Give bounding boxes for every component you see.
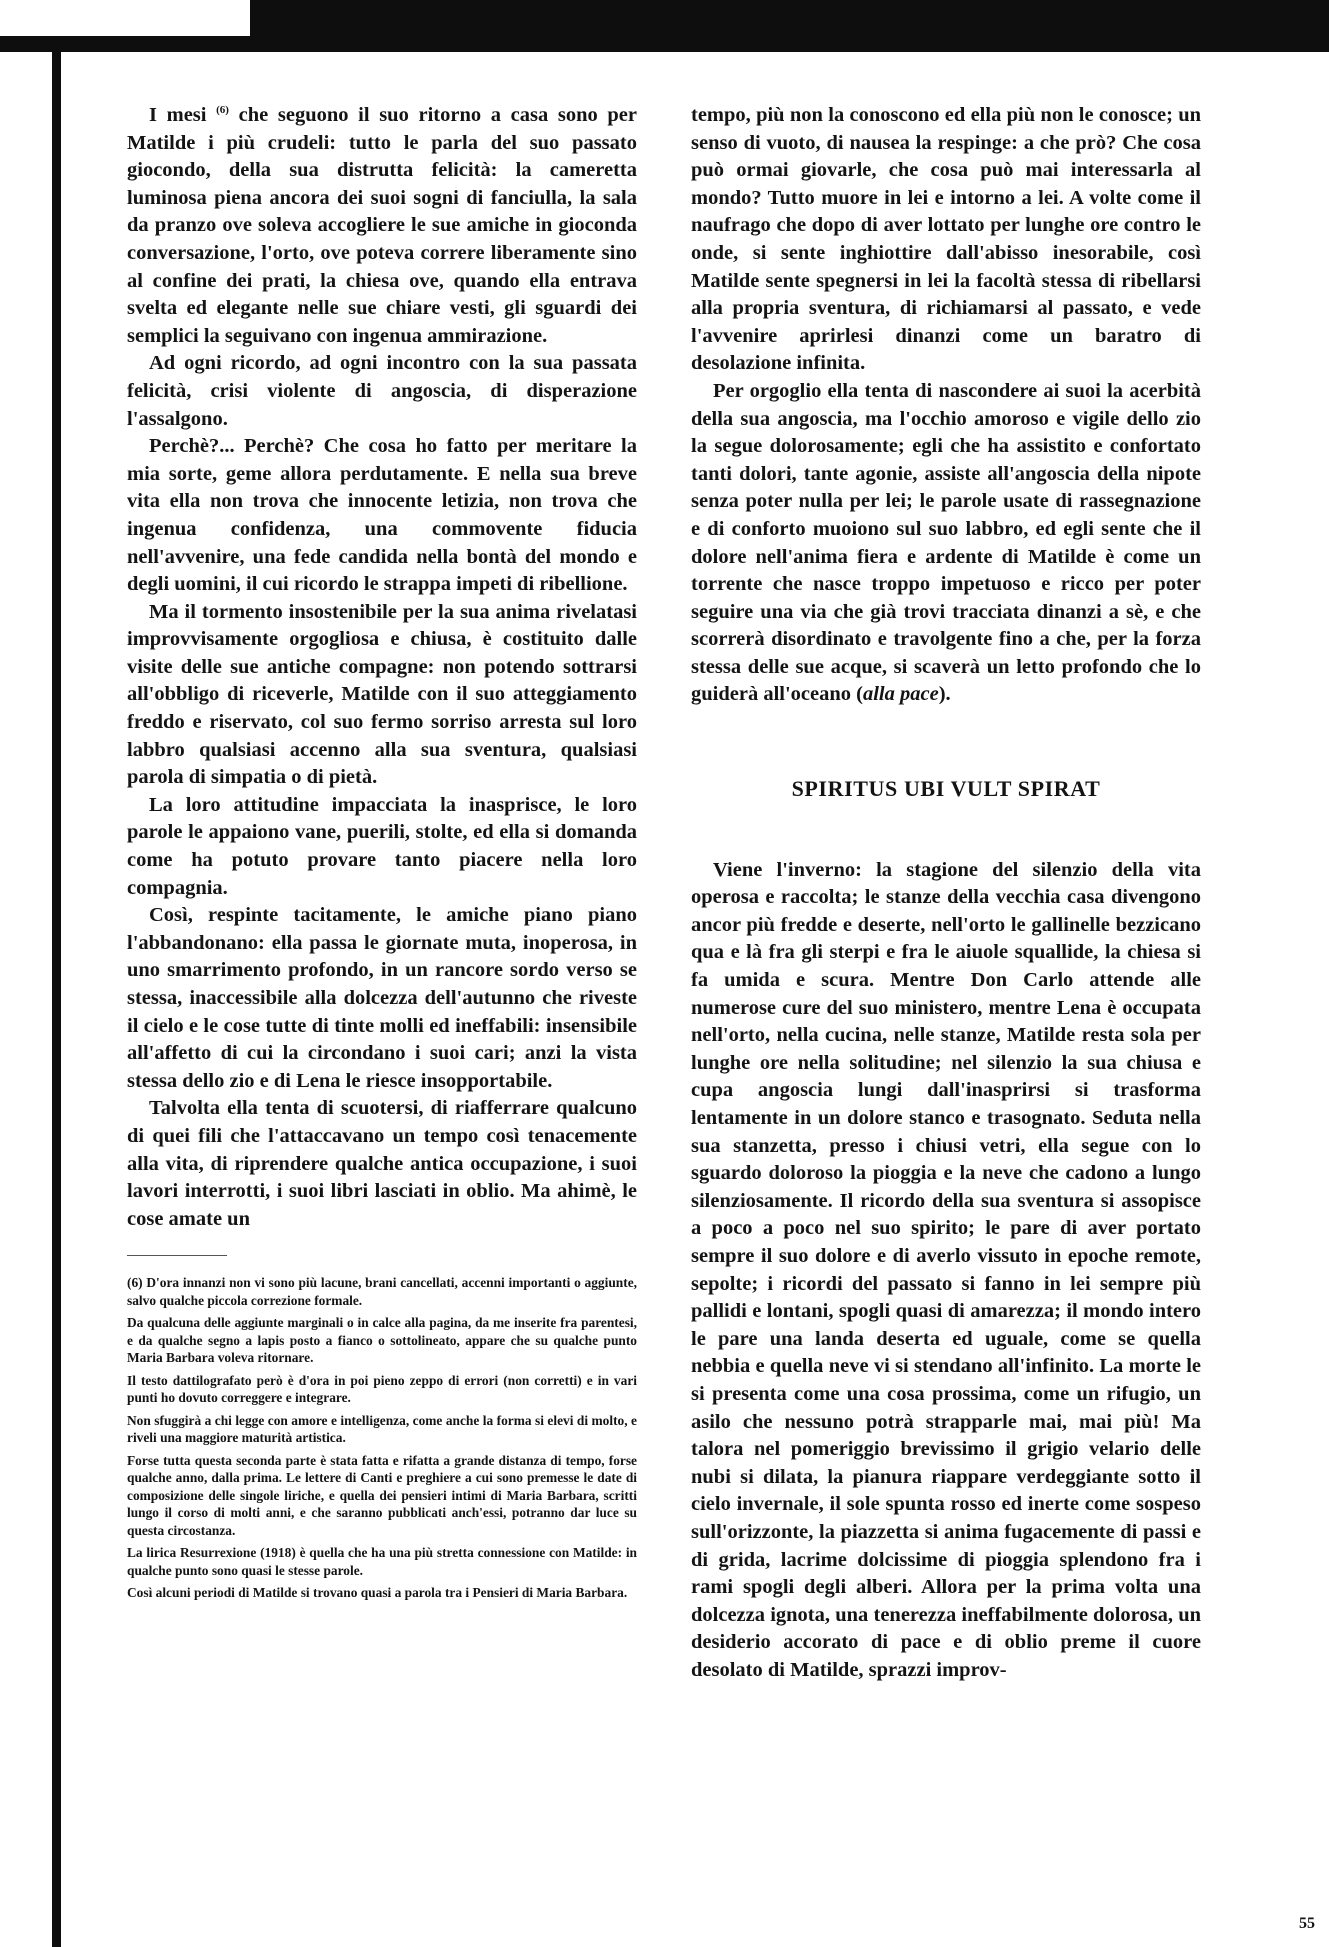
footnote: (6) D'ora innanzi non vi sono più lacune, brani cancellati, accenni importanti o aggiunte, salvo qualche piccola correzione formale. <box>127 1275 637 1308</box>
section-heading: SPIRITUS UBI VULT SPIRAT <box>791 776 1101 802</box>
paragraph: Perchè?... Perchè? Che cosa ho fatto per meritare la mia sorte, geme allora perdutamente. E nella sua breve vita ella non trova che innocente letizia, non trova che ingenua confidenza, una commovente fiducia nell'avvenire, una fede candida nella bontà del mondo e degli uomini, il cui ricordo le strappa impeti di ribellione. <box>127 435 637 596</box>
top-white-notch <box>0 0 250 36</box>
left-black-margin-rule <box>52 40 61 1947</box>
paragraph: tempo, più non la conoscono ed ella più non le conosce; un senso di vuoto, di nausea la respinge: a che prò? Che cosa può ormai giovarle, che cosa può mai interessarla al mondo? Tutto muore in lei e intorno a lei. A volte come il naufrago che dopo di aver lottato per lunghe ore contro le onde, si sente inghiottire dall'abisso inesorabile, così Matilde sente spegnersi in lei la facoltà stessa di ribellarsi alla propria sventura, di richiamarsi al passato, e vede l'avvenire aprirlesi dinanzi come un baratro di desolazione infinita. <box>691 104 1201 375</box>
right-column <box>691 102 1201 1684</box>
footnotes <box>127 1274 637 1602</box>
paragraph: Ma il tormento insostenibile per la sua anima rivelatasi improvvisamente orgogliosa e chiusa, è costituito dalle visite delle sue antiche compagne: non potendo sottrarsi all'obbligo di riceverle, Matilde con il suo atteggiamento freddo e riservato, col suo fermo sorriso arresta sul loro labbro qualsiasi accenno alla sua sventura, qualsiasi parola di simpatia o di pietà. <box>127 600 637 789</box>
footnote: Così alcuni periodi di Matilde si trovano quasi a parola tra i Pensieri di Maria Barbara. <box>127 1585 628 1601</box>
page-number: 55 <box>1299 1915 1315 1932</box>
left-column <box>127 102 637 1607</box>
paragraph: I mesi $^{(6)}$ che seguono il suo ritorno a casa sono per Matilde i più crudeli: tutto le parla del suo passato giocondo, della sua distrutta felicità: la cameretta luminosa piena ancora dei suoi sogni di fanciulla, la sala da pranzo ove soleva accogliere le sue amiche in gioconda conversazione, l'orto, ove poteva correre liberamente sino al confine dei prati, la chiesa ove, quando ella entrava svelta ed elegante nelle sue chiare vesti, gli sguardi dei semplici la seguivano con ingenua ammirazione. <box>127 104 637 347</box>
paragraph: Ad ogni ricordo, ad ogni incontro con la sua passata felicità, crisi violente di angoscia, di disperazione l'assalgono. <box>127 352 637 430</box>
paragraph: Così, respinte tacitamente, le amiche piano piano l'abbandonano: ella passa le giornate muta, inoperosa, in uno smarrimento profondo, in un rancore sordo verso se stessa, inaccessibile alla dolcezza dell'autunno che riveste il cielo e le cose tutte di tinte molli ed ineffabili: insensibile all'affetto di cui la circondano i suoi cari; anzi la vista stessa dello zio e di Lena le riesce insopportabile. <box>127 904 637 1092</box>
paragraph: Per orgoglio ella tenta di nascondere ai suoi la acerbità della sua angoscia, ma l'occhio amoroso e vigile dello zio la segue dolorosamente; egli che ha assistito e confortato tanti dolori, tante agonie, assiste all'angoscia della nipote senza poter nulla per lei; le parole usate di rassegnazione e di conforto muoiono sul suo labbro, ed egli sente che il dolore nell'anima fiera e ardente di Matilde è come un torrente che nasce troppo impetuoso e ricco per poter seguire una via che già trovi tracciata dinanzi a sè, e che scorrerà disordinato e travolgente fino a che, per la forza stessa delle sue acque, si scaverà un letto profondo che lo guiderà all'oceano (alla pace). <box>691 379 1201 706</box>
footnote: Il testo dattilografato però è d'ora in poi pieno zeppo di errori (non corretti) e in vari punti ho dovuto correggere e integrare. <box>127 1372 637 1406</box>
footnote: Da qualcuna delle aggiunte marginali o in calce alla pagina, da me inserite fra parentesi, e da qualche segno a lapis posto a fianco o sottolineato, appare che su qualche punto Maria Barbara voleva ritornare. <box>127 1315 637 1366</box>
paragraph: La loro attitudine impacciata la inasprisce, le loro parole le appaiono vane, puerili, stolte, ed ella si domanda come ha potuto provare tanto piacere nella loro compagnia. <box>127 793 637 899</box>
book-page <box>61 52 1329 1947</box>
paragraph: Talvolta ella tenta di scuotersi, di riafferrare qualcuno di quei fili che l'attaccavano un tempo così tenacemente alla vita, di riprendere qualche antica occupazione, i suoi lavori interrotti, i suoi libri lasciati in oblio. Ma ahimè, le cose amate un <box>127 1097 637 1230</box>
footnote: La lirica Resurrexione (1918) è quella che ha una più stretta connessione con Matilde: in qualche punto sono quasi le stesse parole. <box>127 1545 637 1578</box>
footnote: Non sfuggirà a chi legge con amore e intelligenza, come anche la forma si elevi di molto, e riveli una maggiore maturità artistica. <box>127 1412 637 1446</box>
footnote-marker: (6) <box>216 104 229 117</box>
footnote: Forse tutta questa seconda parte è stata fatta e rifatta a grande distanza di tempo, forse qualche anno, dalla prima. Le lettere di Canti e preghiere a cui sono premesse le date di composizione delle singole liriche, e quella dei pensieri intimi di Maria Barbara, scritti lungo il corso di molti anni, e che saranno pubblicati anch'essi, potranno dar luce su questa circostanza. <box>127 1452 637 1538</box>
paragraph: Viene l'inverno: la stagione del silenzio della vita operosa e raccolta; le stanze della vecchia casa divengono ancor più fredde e deserte, nell'orto le gallinelle bezzicano qua e là fra gli sterpi e fra le aiuole squallide, la chiesa si fa umida e scura. Mentre Don Carlo attende alle numerose cure del suo ministero, mentre Lena è occupata nell'orto, nella cucina, nelle stanze, Matilde resta sola per lunghe ore nella solitudine; nel silenzio la sua chiusa e cupa angoscia lungi dall'inasprirsi si trasforma lentamente in un dolore stanco e trasognato. Seduta nella sua stanzetta, presso i chiusi vetri, ella segue con lo sguardo doloroso la pioggia e la neve che cadono a lungo silenziosamente. Il ricordo della sua sventura si assopisce a poco a poco nel suo spirito; le pare di aver portato sempre il suo dolore e di averlo vissuto in epoche remote, sepolte; i ricordi del passato si fanno in lei sempre più pallidi e lontani, spogli quasi di amarezza; il mondo intero le pare una landa deserta ed uguale, come se quella nebbia e quella neve vi si stendano all'infinito. La morte le si presenta come una cosa prossima, come un rifugio, un asilo che nessuno potrà strapparle mai, mai più! Ma talora nel pomeriggio brevissimo il grigio velario delle nubi si dilata, la pianura riappare verdeggiante sotto il cielo invernale, il sole spunta rosso ed inerte come sospeso sull'orizzonte, la piazzetta si anima fugacemente di passi e di grida, lacrime dolcissime di pioggia splendono fra i rami spogli degli alberi. Allora per la prima volta una dolcezza ignota, una tenerezza ineffabilmente dolorosa, un desiderio accorato di pace e di oblio preme il cuore desolato di Matilde, sprazzi improv- <box>691 858 1201 1681</box>
footnote-divider <box>127 1255 227 1256</box>
